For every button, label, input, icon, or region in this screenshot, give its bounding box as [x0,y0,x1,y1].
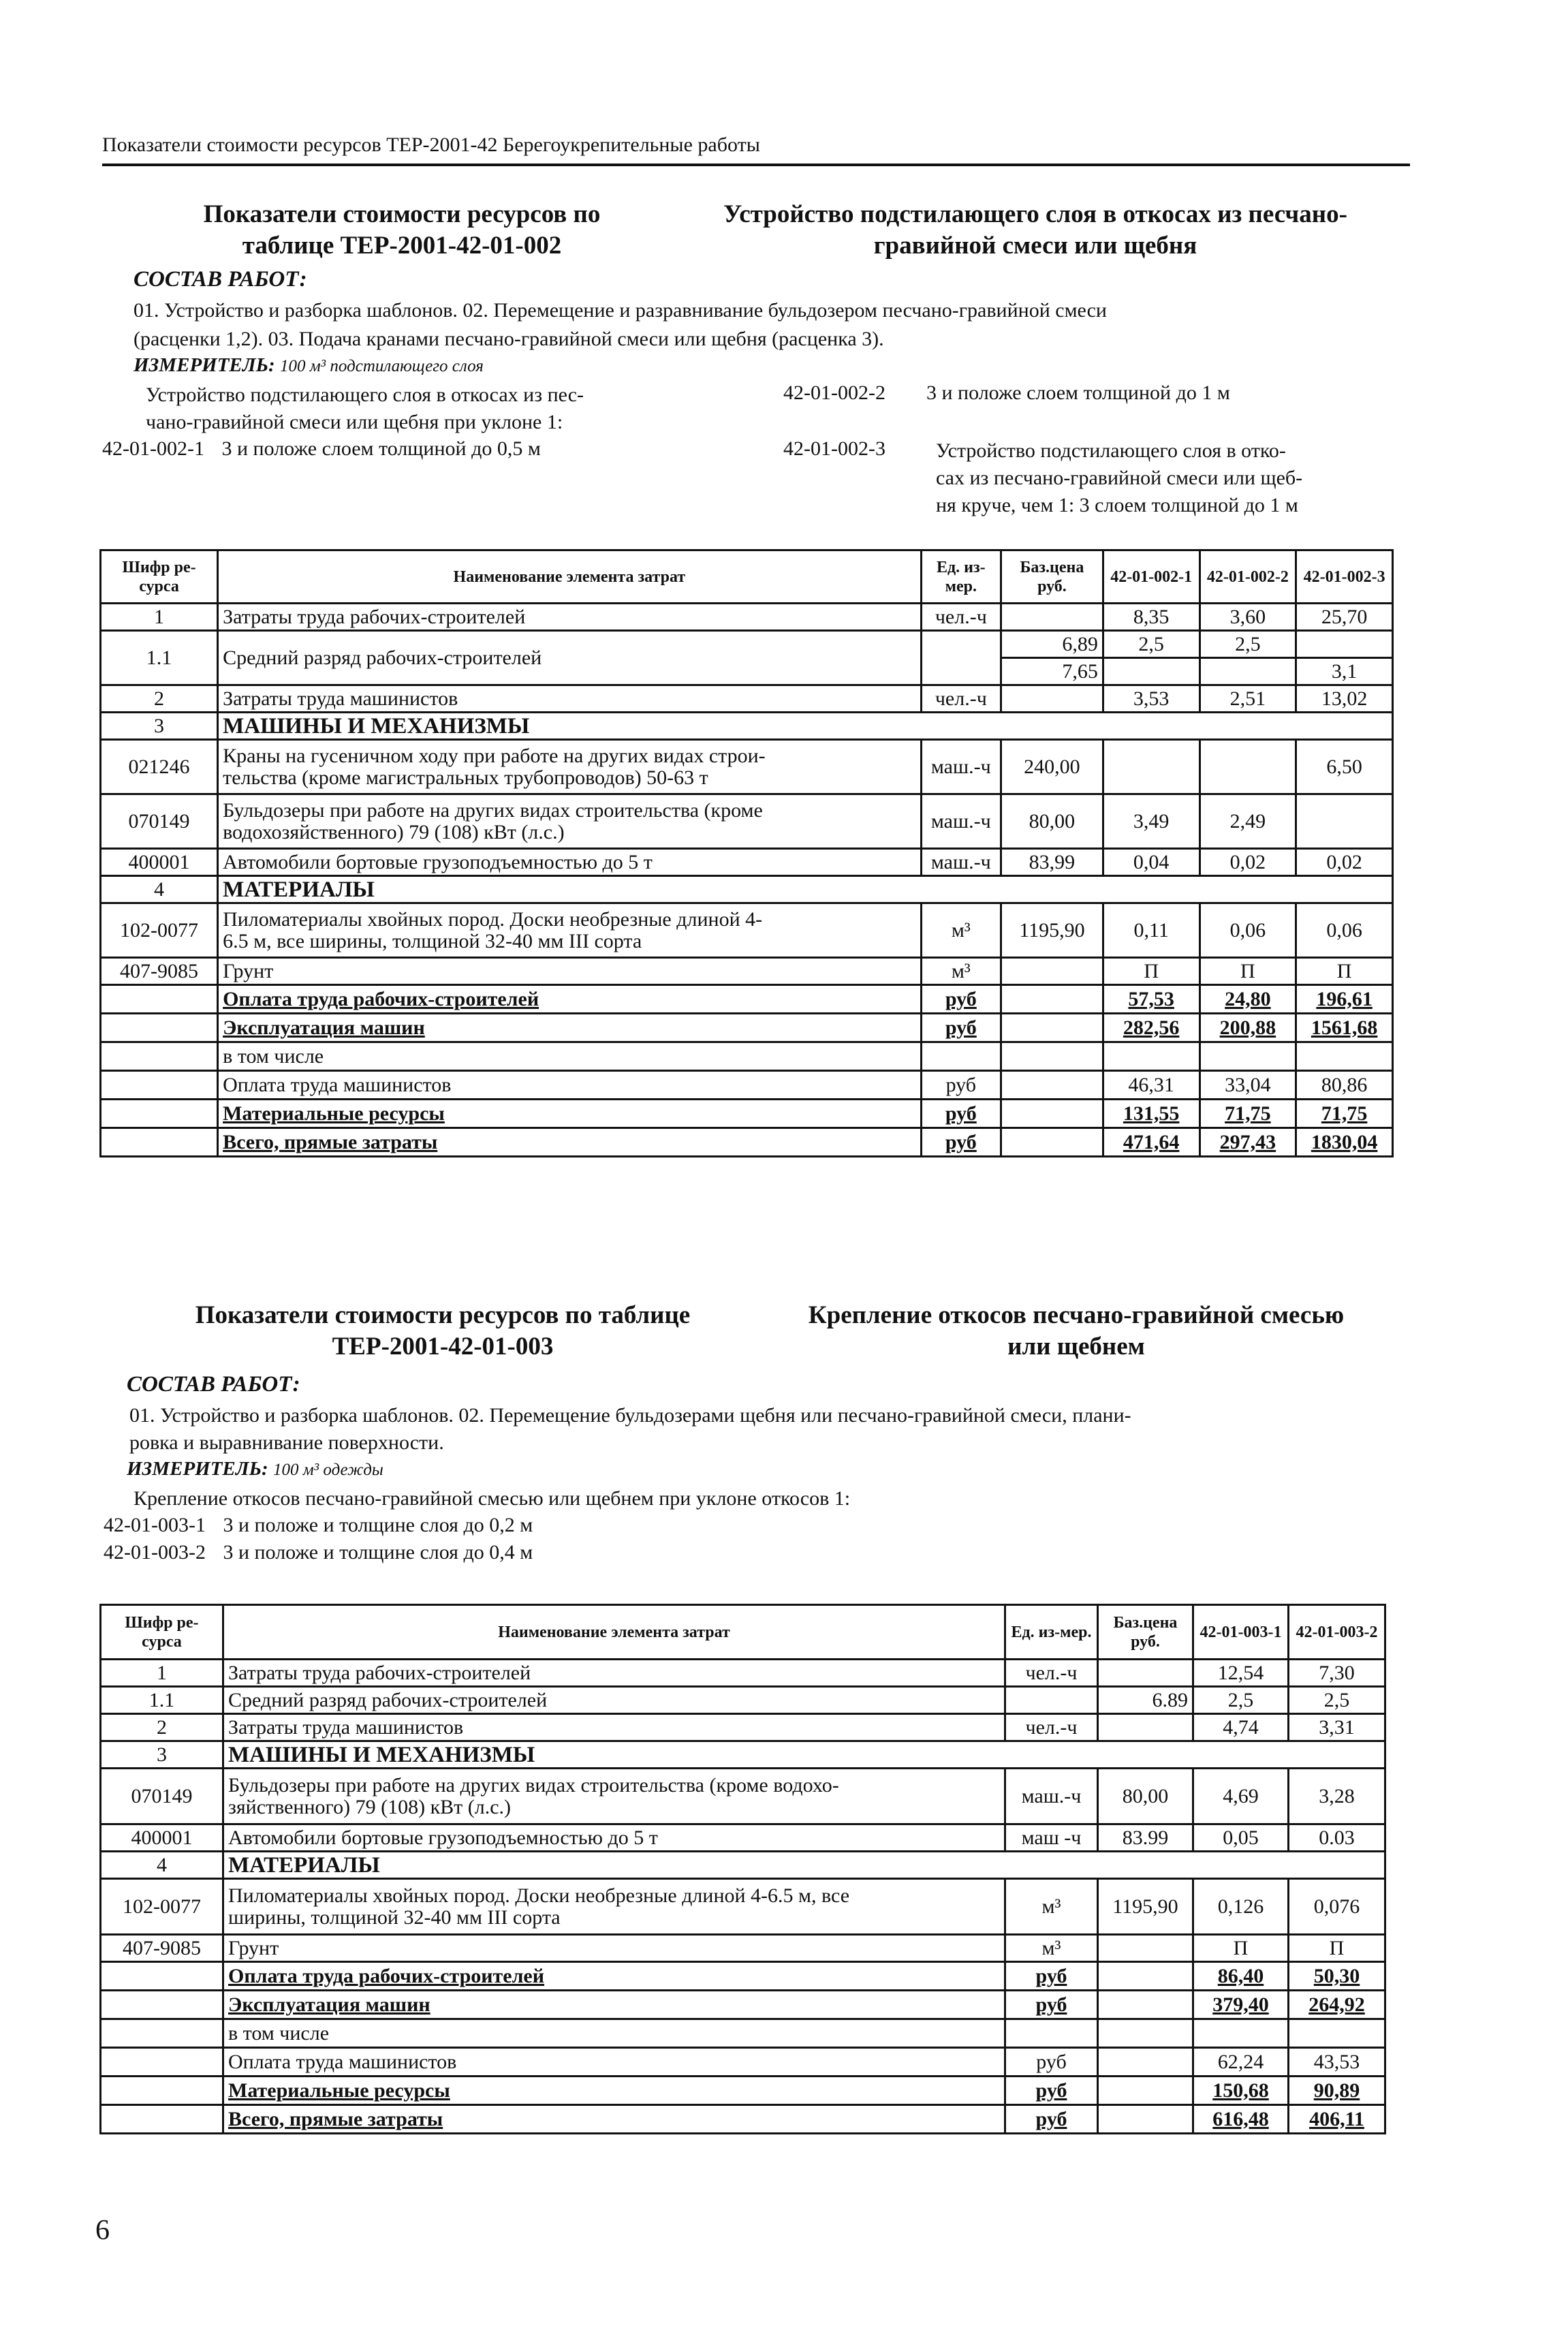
cell: 2,5 [1289,1687,1385,1714]
cell: 43,53 [1289,2048,1385,2077]
cell: Затраты труда рабочих-строителей [218,604,922,631]
cell: 3,31 [1289,1714,1385,1741]
table-row [101,604,1393,631]
table-row [101,794,1393,849]
cell: 1195,90 [1098,1879,1193,1935]
cell: 3,53 [1103,685,1199,713]
cell: Материальные ресурсы [223,2077,1005,2105]
cell [1289,2019,1385,2048]
cell: руб [1005,2077,1098,2105]
cell: Оплата труда машинистов [218,1071,922,1100]
cell: 102-0077 [101,903,218,958]
cell: 240,00 [1001,740,1103,794]
table-row [101,876,1393,903]
cell: 4 [101,876,218,903]
resource-table-1 [99,549,1394,1157]
cell [101,2077,223,2105]
cell-line: Пиломатериалы хвойных пород. Доски необрезные длиной 4- [223,907,763,931]
cell [1199,740,1296,794]
cell [1001,1071,1103,1100]
total-row [101,1991,1385,2019]
cell: 4,69 [1193,1769,1289,1824]
cell: маш -ч [1005,1824,1098,1852]
cell: 7,65 [1001,658,1103,685]
cell: 200,88 [1199,1014,1296,1042]
cell: 297,43 [1199,1128,1296,1157]
cell: 0.03 [1289,1824,1385,1852]
section2-sostav-line1: 01. Устройство и разборка шаблонов. 02. Перемещение бульдозерами щебня или песчано-гравийной смеси, плани- [129,1404,1131,1427]
table-header-row [101,550,1393,604]
cell-line: 6.5 м, все ширины, толщиной 32-40 мм III сорта [223,929,642,952]
cell: Грунт [223,1935,1005,1962]
cell: 1 [101,604,218,631]
cell: П [1193,1935,1289,1962]
cell: 8,35 [1103,604,1199,631]
cell: 2,51 [1199,685,1296,713]
section1-title-right-line1: Устройство подстилающего слоя в откосах из песчано- [723,200,1347,228]
cell: 1561,68 [1296,1014,1393,1042]
section1-title-right [681,199,1390,262]
cell: маш.-ч [921,740,1001,794]
cell-line: тельства (кроме магистральных трубопроводов) 50-63 т [223,766,708,789]
cell [1098,1714,1193,1741]
cell [1001,1042,1103,1071]
cell [101,1991,223,2019]
cell [1001,604,1103,631]
cell [1098,1991,1193,2019]
cell: 131,55 [1103,1100,1199,1128]
cell: Всего, прямые затраты [223,2105,1005,2134]
cell [921,631,1001,685]
cell [1001,985,1103,1014]
cell: 150,68 [1193,2077,1289,2105]
cell: 070149 [101,1769,223,1824]
section2-title-right-line1: Крепление откосов песчано-гравийной смесью [808,1301,1345,1329]
code-text: 3 и положе и толщине слоя до 0,4 м [223,1541,533,1564]
section2-title-left [123,1300,763,1363]
cell: 80,00 [1001,794,1103,849]
header-col-2: 42-01-003-2 [1289,1605,1385,1660]
cell: Оплата труда рабочих-строителей [223,1962,1005,1991]
cell [1098,1962,1193,1991]
cell [1296,794,1393,849]
cell: 282,56 [1103,1014,1199,1042]
section-heading-materials: МАТЕРИАЛЫ [218,876,1393,903]
cell [1098,2077,1193,2105]
cell: 2,5 [1103,631,1199,658]
cell: м³ [1005,1879,1098,1935]
section2-sostav-line2: ровка и выравнивание поверхности. [129,1431,444,1454]
cell [101,1128,218,1157]
section1-title-left [136,199,668,262]
cell: руб [1005,2105,1098,2134]
cell: м³ [921,958,1001,985]
cell: 33,04 [1199,1071,1296,1100]
cell [1103,658,1199,685]
cell: 80,00 [1098,1769,1193,1824]
table-row [101,1741,1385,1769]
cell-line: ширины, толщиной 32-40 мм III сорта [228,1906,561,1929]
cell: 62,24 [1193,2048,1289,2077]
cell: 0,076 [1289,1879,1385,1935]
table-row [101,1687,1385,1714]
section1-izmeritel-value: 100 м³ подстилающего слоя [279,357,484,375]
cell: 021246 [101,740,218,794]
cell: 0,02 [1199,849,1296,876]
cell-name [218,903,922,958]
section1-izmeritel [134,354,484,377]
cell: 2,49 [1199,794,1296,849]
code-text-line: Устройство подстилающего слоя в отко- [936,439,1286,462]
cell [1098,2019,1193,2048]
code-id: 42-01-003-1 [104,1514,206,1536]
table-row [101,685,1393,713]
cell: 25,70 [1296,604,1393,631]
cell: 13,02 [1296,685,1393,713]
cell: 264,92 [1289,1991,1385,2019]
cell: Эксплуатация машин [218,1014,922,1042]
page-number: 6 [95,2215,110,2246]
section1-izmeritel-label: ИЗМЕРИТЕЛЬ: [134,354,275,376]
cell: 2,5 [1199,631,1296,658]
cell [1098,2105,1193,2134]
cell: 6.89 [1098,1687,1193,1714]
cell: руб [921,985,1001,1014]
total-row [101,985,1393,1014]
cell: руб [921,1128,1001,1157]
cell: 3,49 [1103,794,1199,849]
section2-intro-line1: Крепление откосов песчано-гравийной смесью или щебнем при уклоне откосов 1: [134,1487,851,1510]
table-row [101,849,1393,876]
cell [1005,2019,1098,2048]
cell-name [218,740,922,794]
cell: 86,40 [1193,1962,1289,1991]
cell: Средний разряд рабочих-строителей [223,1687,1005,1714]
cell [1103,740,1199,794]
header-col-1: 42-01-003-1 [1193,1605,1289,1660]
cell: 102-0077 [101,1879,223,1935]
cell [1001,1100,1103,1128]
cell-line: зяйственного) 79 (108) кВт (л.с.) [228,1795,512,1818]
section1-title-left-line2: таблице ТЕР-2001-42-01-002 [242,232,562,260]
cell: руб [921,1071,1001,1100]
cell [1001,685,1103,713]
cell [1001,958,1103,985]
cell: 406,11 [1289,2105,1385,2134]
cell: 0,02 [1296,849,1393,876]
cell: 90,89 [1289,2077,1385,2105]
cell: 196,61 [1296,985,1393,1014]
cell: Оплата труда машинистов [223,2048,1005,2077]
cell: 0,04 [1103,849,1199,876]
section1-code-right-text-1: 3 и положе слоем толщиной до 1 м [926,382,1230,404]
total-row [101,2105,1385,2134]
header-col-3: 42-01-002-3 [1296,550,1393,604]
total-row [101,1128,1393,1157]
cell: П [1289,1935,1385,1962]
cell: П [1296,958,1393,985]
cell [1001,1014,1103,1042]
header-code: Шифр ре-сурса [101,1605,223,1660]
page-header: Показатели стоимости ресурсов ТЕР-2001-42 Берегоукрепительные работы [102,134,760,156]
cell: 1.1 [101,631,218,685]
section2-title-right-line2: или щебнем [1007,1333,1145,1361]
cell-name [218,794,922,849]
section1-sostav-line2: (расценки 1,2). 03. Подача кранами песчано-гравийной смеси или щебня (расценка 3). [134,328,884,350]
cell: 4 [101,1852,223,1879]
table-row [101,631,1393,658]
total-row [101,2048,1385,2077]
cell: чел.-ч [921,604,1001,631]
cell: 2,5 [1193,1687,1289,1714]
cell: 80,86 [1296,1071,1393,1100]
cell: 12,54 [1193,1660,1289,1687]
code-text-line: ня круче, чем 1: 3 слоем толщиной до 1 м [936,494,1298,516]
cell [1199,658,1296,685]
header-unit: Ед. из-мер. [1005,1605,1098,1660]
cell: м³ [1005,1935,1098,1962]
cell: Оплата труда рабочих-строителей [218,985,922,1014]
cell: 0,11 [1103,903,1199,958]
section1-code-right-id-1: 42-01-002-2 [783,382,885,404]
cell: 3 [101,713,218,740]
code-text-line: сах из песчано-гравийной смеси или щеб- [936,467,1303,489]
cell: 407-9085 [101,1935,223,1962]
total-row [101,1100,1393,1128]
table-row [101,740,1393,794]
header-rule [102,164,1410,166]
cell [1103,1042,1199,1071]
table-row [101,713,1393,740]
cell-line: Бульдозеры при работе на других видах строительства (кроме водохо- [228,1773,839,1797]
section2-izmeritel-value: 100 м³ одежды [272,1461,383,1479]
header-base-price: Баз.цена руб. [1098,1605,1193,1660]
header-name: Наименование элемента затрат [223,1605,1005,1660]
cell: 1.1 [101,1687,223,1714]
cell: Автомобили бортовые грузоподъемностью до 5 т [218,849,922,876]
cell [101,1071,218,1100]
code-text: 3 и положе и толщине слоя до 0,2 м [223,1514,533,1536]
section2-code-row-2 [104,1541,533,1564]
section2-title-left-line2: ТЕР-2001-42-01-003 [332,1333,554,1361]
cell: 1830,04 [1296,1128,1393,1157]
cell: 24,80 [1199,985,1296,1014]
cell: 50,30 [1289,1962,1385,1991]
cell-name [223,1769,1005,1824]
header-base-price: Баз.цена руб. [1001,550,1103,604]
section2-izmeritel [127,1458,383,1480]
cell: руб [1005,1991,1098,2019]
section1-code-right-id-2: 42-01-002-3 [783,437,885,460]
total-row [101,2019,1385,2048]
section1-intro-line2: чано-гравийной смеси или щебня при уклоне 1: [146,411,563,433]
cell: Всего, прямые затраты [218,1128,922,1157]
cell: 6,89 [1001,631,1103,658]
cell: П [1199,958,1296,985]
section2-code-row-1 [104,1514,533,1537]
header-code: Шифр ре-сурса [101,550,218,604]
cell: в том числе [218,1042,922,1071]
section-heading-machines: МАШИНЫ И МЕХАНИЗМЫ [223,1741,1385,1769]
total-row [101,1042,1393,1071]
table-row [101,1769,1385,1824]
cell: Грунт [218,958,922,985]
cell [1098,1935,1193,1962]
cell [1296,1042,1393,1071]
cell: в том числе [223,2019,1005,2048]
cell: маш.-ч [1005,1769,1098,1824]
table-row [101,1852,1385,1879]
cell [101,1042,218,1071]
table-row [101,1714,1385,1741]
table-row [101,1935,1385,1962]
section-heading-machines: МАШИНЫ И МЕХАНИЗМЫ [218,713,1393,740]
table-row [101,1824,1385,1852]
cell [1199,1042,1296,1071]
cell: 83.99 [1098,1824,1193,1852]
header-col-2: 42-01-002-2 [1199,550,1296,604]
cell: 0,126 [1193,1879,1289,1935]
cell: чел.-ч [1005,1660,1098,1687]
cell: 0,06 [1199,903,1296,958]
cell: П [1103,958,1199,985]
cell [1005,1687,1098,1714]
table-row [101,958,1393,985]
cell: руб [1005,1962,1098,1991]
cell: Автомобили бортовые грузоподъемностью до 5 т [223,1824,1005,1852]
cell [1098,2048,1193,2077]
section1-sostav-label: СОСТАВ РАБОТ: [134,267,307,292]
section1-code-right-text-2 [936,437,1302,519]
cell: 83,99 [1001,849,1103,876]
total-row [101,1962,1385,1991]
cell: Затраты труда машинистов [218,685,922,713]
cell [101,1962,223,1991]
cell [101,985,218,1014]
section2-izmeritel-label: ИЗМЕРИТЕЛЬ: [127,1458,268,1480]
cell: 400001 [101,849,218,876]
cell: Эксплуатация машин [223,1991,1005,2019]
cell: Средний разряд рабочих-строителей [218,631,922,685]
total-row [101,1071,1393,1100]
cell: руб [921,1100,1001,1128]
table-row [101,903,1393,958]
code-text: 3 и положе слоем толщиной до 0,5 м [221,437,541,460]
cell: 6,50 [1296,740,1393,794]
cell: маш.-ч [921,849,1001,876]
cell: 3,1 [1296,658,1393,685]
cell: 1 [101,1660,223,1687]
cell: 070149 [101,794,218,849]
cell-line: Бульдозеры при работе на других видах строительства (кроме [223,798,763,822]
cell: чел.-ч [921,685,1001,713]
cell [101,1014,218,1042]
cell: 471,64 [1103,1128,1199,1157]
cell: 0,05 [1193,1824,1289,1852]
cell: 71,75 [1199,1100,1296,1128]
cell: Затраты труда рабочих-строителей [223,1660,1005,1687]
cell: 3,28 [1289,1769,1385,1824]
cell: руб [1005,2048,1098,2077]
resource-table-2 [99,1604,1386,2134]
cell: маш.-ч [921,794,1001,849]
header-unit: Ед. из-мер. [921,550,1001,604]
section-heading-materials: МАТЕРИАЛЫ [223,1852,1385,1879]
cell: 3,60 [1199,604,1296,631]
cell: 2 [101,1714,223,1741]
section1-code-row [102,437,541,461]
total-row [101,1014,1393,1042]
cell [921,1042,1001,1071]
cell [1098,1660,1193,1687]
table-row [101,1879,1385,1935]
cell-line: Краны на гусеничном ходу при работе на других видах строи- [223,744,766,767]
section2-sostav-label: СОСТАВ РАБОТ: [127,1372,300,1397]
section1-sostav-line1: 01. Устройство и разборка шаблонов. 02. Перемещение и разравнивание бульдозером песчано-гравийной смеси [134,299,1107,322]
section1-title-right-line2: гравийной смеси или щебня [873,232,1197,260]
cell: руб [921,1014,1001,1042]
header-name: Наименование элемента затрат [218,550,922,604]
cell [101,1100,218,1128]
cell: 407-9085 [101,958,218,985]
cell: 3 [101,1741,223,1769]
cell [101,2048,223,2077]
section1-title-left-line1: Показатели стоимости ресурсов по [203,200,601,228]
cell: 4,74 [1193,1714,1289,1741]
cell-name [223,1879,1005,1935]
cell [101,2105,223,2134]
cell: 400001 [101,1824,223,1852]
total-row [101,2077,1385,2105]
cell [1296,631,1393,658]
code-id: 42-01-002-1 [102,437,204,460]
cell: 71,75 [1296,1100,1393,1128]
table-row [101,1660,1385,1687]
table-header-row [101,1605,1385,1660]
cell: 2 [101,685,218,713]
cell-line: Пиломатериалы хвойных пород. Доски необрезные длиной 4-6.5 м, все [228,1884,850,1907]
cell: 46,31 [1103,1071,1199,1100]
cell [1001,1128,1103,1157]
cell: Материальные ресурсы [218,1100,922,1128]
cell [101,2019,223,2048]
header-col-1: 42-01-002-1 [1103,550,1199,604]
section1-intro-line1: Устройство подстилающего слоя в откосах из пес- [146,384,584,406]
cell: 7,30 [1289,1660,1385,1687]
cell: Затраты труда машинистов [223,1714,1005,1741]
cell: м³ [921,903,1001,958]
cell: 0,06 [1296,903,1393,958]
cell [1193,2019,1289,2048]
cell: 379,40 [1193,1991,1289,2019]
section2-title-right [770,1300,1383,1363]
code-id: 42-01-003-2 [104,1541,206,1564]
cell: 1195,90 [1001,903,1103,958]
cell: чел.-ч [1005,1714,1098,1741]
cell: 616,48 [1193,2105,1289,2134]
cell-line: водохозяйственного) 79 (108) кВт (л.с.) [223,820,565,843]
cell: 57,53 [1103,985,1199,1014]
section2-title-left-line1: Показатели стоимости ресурсов по таблице [195,1301,691,1329]
